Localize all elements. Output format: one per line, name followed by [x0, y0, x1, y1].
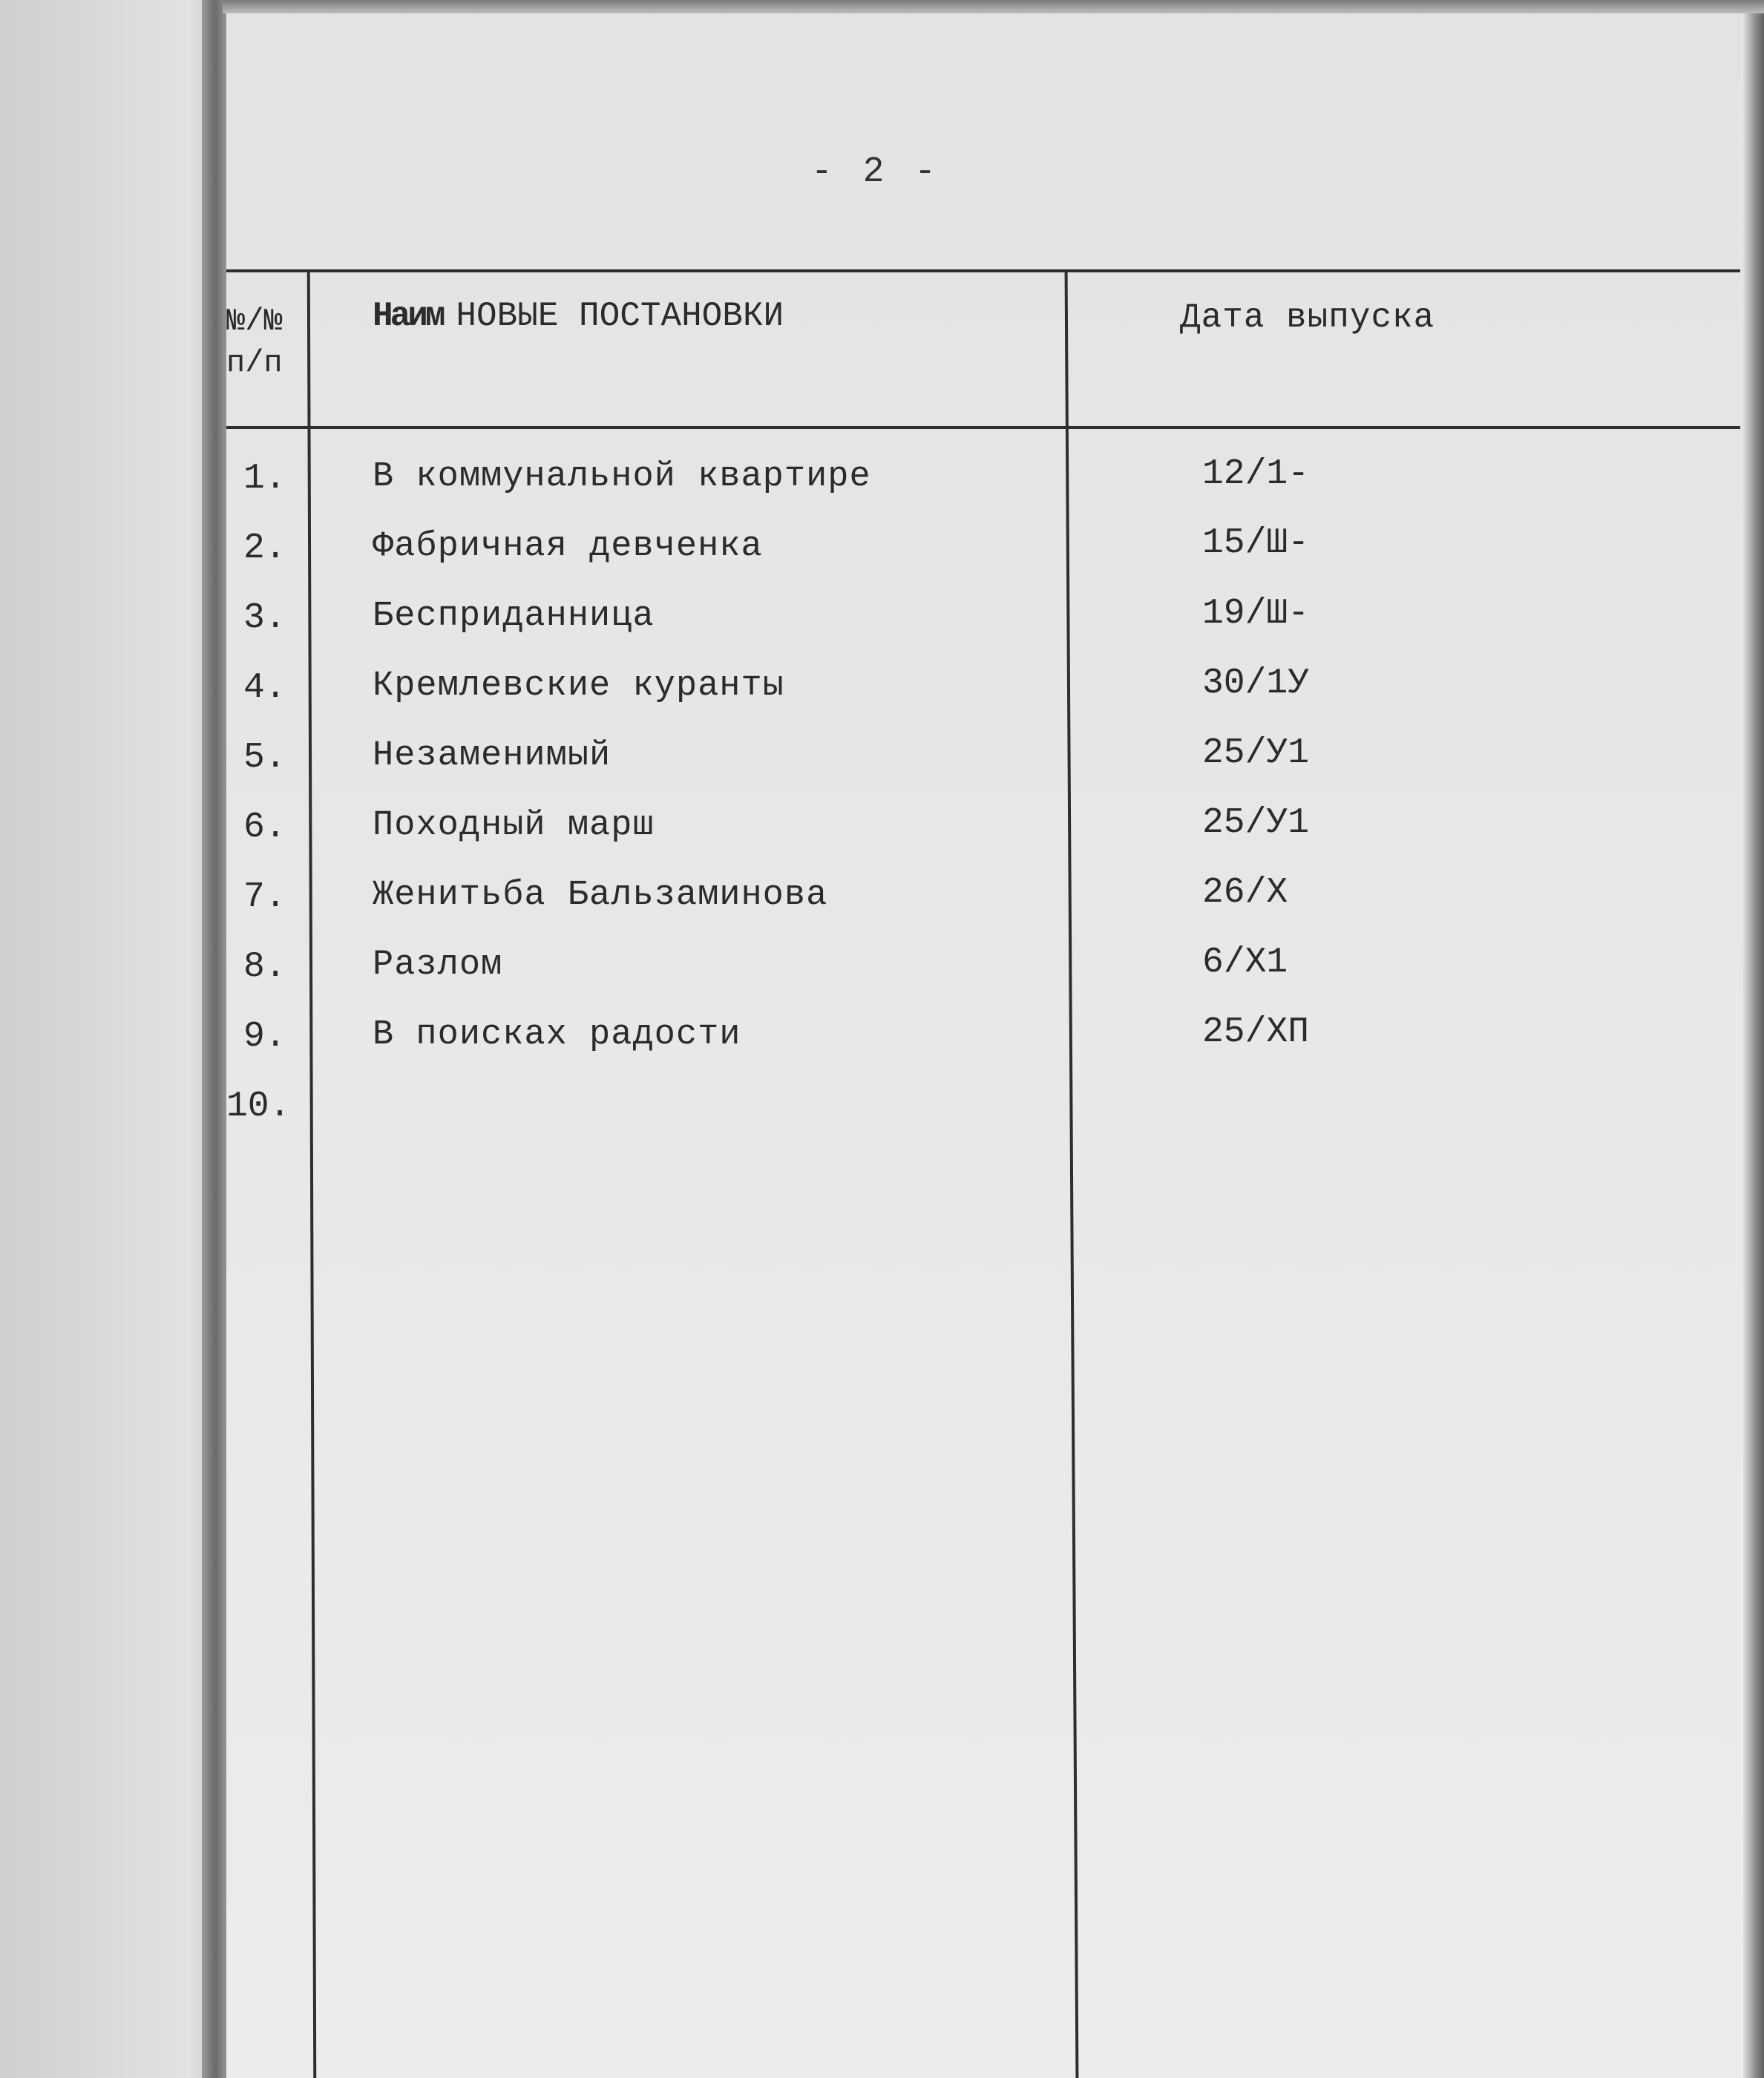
page-number: - 2 - — [810, 152, 941, 192]
previous-page-edge — [0, 0, 223, 2078]
row-title: Кремлевские куранты — [373, 666, 784, 706]
row-number: 4. — [243, 668, 286, 708]
row-date: 15/Ш- — [1202, 523, 1310, 563]
row-date: 25/ХП — [1202, 1012, 1310, 1052]
header-number-line-2: п/п — [226, 345, 283, 381]
row-date: 25/У1 — [1202, 803, 1310, 843]
row-title: Походный марш — [373, 806, 655, 845]
row-title: Разлом — [373, 945, 503, 985]
header-title: НОВЫЕ ПОСТАНОВКИ — [456, 297, 784, 335]
header-struck-word: Наим — [373, 297, 443, 335]
row-number: 9. — [243, 1017, 286, 1057]
row-date: 30/1У — [1202, 663, 1310, 704]
header-title-column — [373, 297, 784, 335]
row-number: 3. — [243, 598, 286, 638]
row-date: 6/Х1 — [1202, 943, 1288, 983]
table-header-bottom-border — [226, 426, 1740, 429]
sheet-top-edge — [223, 0, 1764, 13]
row-title: В поисках радости — [373, 1015, 741, 1055]
row-number: 5. — [243, 738, 286, 778]
row-number: 1. — [243, 459, 286, 499]
row-number: 2. — [243, 528, 286, 568]
row-date: 19/Ш- — [1202, 594, 1310, 634]
row-number: 8. — [243, 947, 286, 987]
row-title: Фабричная девченка — [373, 527, 763, 566]
row-date: 26/Х — [1202, 873, 1288, 913]
row-title: Незаменимый — [373, 736, 612, 776]
header-date-column: Дата выпуска — [1180, 298, 1435, 337]
row-date: 25/У1 — [1202, 733, 1310, 773]
row-title: В коммунальной квартире — [373, 457, 871, 496]
sheet-right-edge — [1743, 0, 1764, 2078]
row-title: Бесприданница — [373, 597, 655, 636]
table-top-border — [226, 269, 1740, 272]
row-title: Женитьба Бальзаминова — [373, 876, 828, 915]
row-number: 7. — [243, 877, 286, 917]
header-number-line-1: №/№ — [226, 304, 283, 339]
row-number: 6. — [243, 807, 286, 848]
header-number-column — [226, 301, 283, 384]
row-number: 10. — [226, 1086, 291, 1127]
row-date: 12/1- — [1202, 454, 1310, 494]
